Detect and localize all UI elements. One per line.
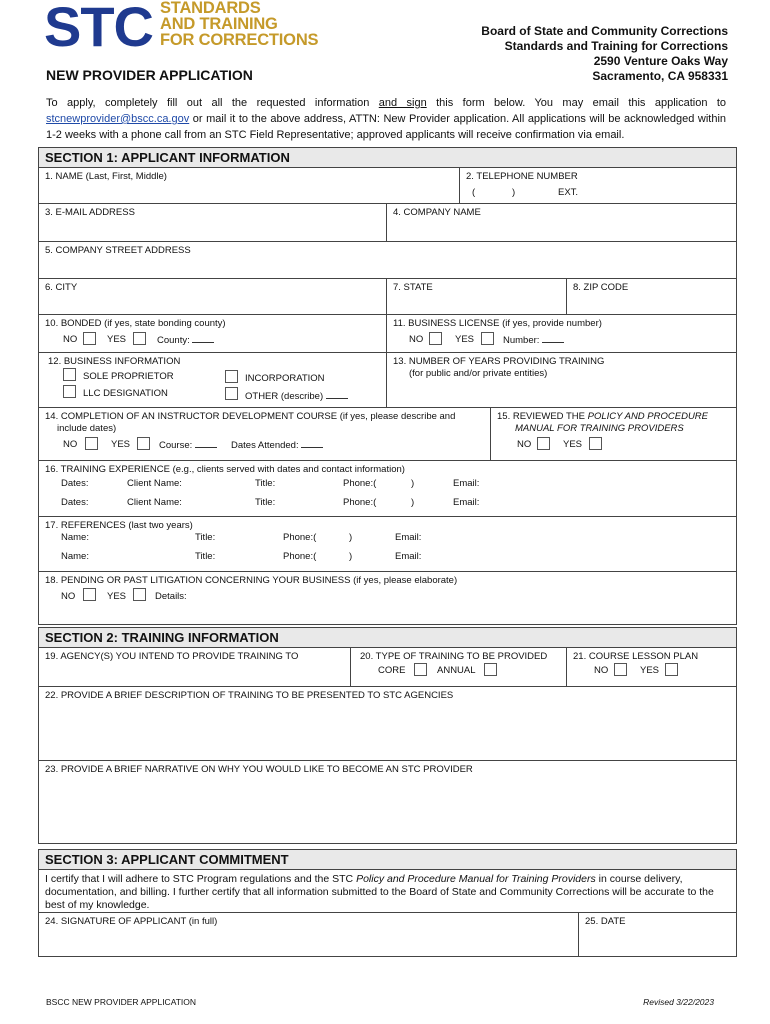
- certification-text: I certify that I will adhere to STC Program regulations and the STC Policy and Procedure Manual for Training Providers in course delivery, documentation, and billing. I further certify that all information submitted to the Board of State and Community Corrections will be accurate to the best of my knowledge.: [45, 873, 714, 911]
- references-field[interactable]: 17. REFERENCES (last two years) Name: Title: Phone:( ) Email: Name: Title: Phone:( ) Email:: [45, 520, 422, 562]
- footer-form-name: BSCC NEW PROVIDER APPLICATION: [46, 997, 197, 1007]
- core-checkbox[interactable]: [414, 663, 427, 676]
- signature-field[interactable]: 24. SIGNATURE OF APPLICANT (in full): [45, 916, 218, 927]
- stc-logo-mark: STC: [44, 0, 153, 58]
- row-city-state-zip: [39, 279, 736, 315]
- row-description: [39, 687, 736, 761]
- course-label[interactable]: Course:: [159, 439, 217, 452]
- section-3: [38, 849, 737, 957]
- row-references: [39, 517, 736, 572]
- license-number-label[interactable]: Number:: [503, 334, 564, 347]
- name-field[interactable]: 1. NAME (Last, First, Middle): [45, 171, 167, 182]
- other-describe-label[interactable]: OTHER (describe): [245, 390, 348, 403]
- row-street: [39, 242, 736, 279]
- litigation-details[interactable]: Details:: [155, 591, 187, 602]
- incorporation-checkbox[interactable]: [225, 370, 238, 383]
- bonded-yes-checkbox[interactable]: [133, 332, 146, 345]
- policy-reviewed-field: 15. REVIEWED THE POLICY AND PROCEDURE MANUAL FOR TRAINING PROVIDERS NO YES: [490, 408, 736, 460]
- county-label[interactable]: County:: [157, 334, 214, 347]
- policy-no-checkbox[interactable]: [537, 437, 550, 450]
- section-3-title: SECTION 3: APPLICANT COMMITMENT: [39, 850, 736, 870]
- training-type-field: 20. TYPE OF TRAINING TO BE PROVIDED CORE ANNUAL: [350, 648, 566, 686]
- bonded-field: 10. BONDED (if yes, state bonding county) NO YES County:: [45, 318, 226, 346]
- litigation-field: 18. PENDING OR PAST LITIGATION CONCERNING YOUR BUSINESS (if yes, please elaborate) NO YES Details:: [45, 575, 458, 602]
- street-address-field[interactable]: 5. COMPANY STREET ADDRESS: [45, 245, 191, 256]
- section-2-title: SECTION 2: TRAINING INFORMATION: [39, 628, 736, 648]
- footer-revision: Revised 3/22/2023: [643, 997, 714, 1007]
- policy-yes-checkbox[interactable]: [589, 437, 602, 450]
- row-bonded-license: [39, 315, 736, 353]
- lesson-plan-no-checkbox[interactable]: [614, 663, 627, 676]
- city-field[interactable]: 6. CITY: [45, 282, 78, 293]
- llc-checkbox[interactable]: [63, 385, 76, 398]
- state-field[interactable]: 7. STATE: [386, 279, 566, 314]
- row-agencies-type-plan: [39, 648, 736, 687]
- section-1: [38, 147, 737, 625]
- litigation-yes-checkbox[interactable]: [133, 588, 146, 601]
- sole-proprietor-checkbox[interactable]: [63, 368, 76, 381]
- mailing-address: Board of State and Community Corrections Standards and Training for Corrections 2590 Venture Oaks Way Sacramento, CA 958331: [481, 24, 728, 83]
- business-info-field: 12. BUSINESS INFORMATION SOLE PROPRIETOR INCORPORATION LLC DESIGNATION OTHER (describe): [39, 353, 386, 407]
- license-no-checkbox[interactable]: [429, 332, 442, 345]
- row-instructor-policy: [39, 408, 736, 461]
- row-email-company: [39, 204, 736, 242]
- telephone-field[interactable]: 2. TELEPHONE NUMBER ( ) EXT.: [459, 168, 736, 203]
- business-license-field: 11. BUSINESS LICENSE (if yes, provide number) NO YES Number:: [386, 315, 736, 352]
- litigation-no-checkbox[interactable]: [83, 588, 96, 601]
- stc-logo-text: STANDARDS AND TRAINING FOR CORRECTIONS: [160, 0, 319, 49]
- instructor-course-field: 14. COMPLETION OF AN INSTRUCTOR DEVELOPMENT COURSE (if yes, please describe and include dates) NO YES Course: Dates Attended:: [45, 411, 456, 451]
- row-training-experience: [39, 461, 736, 517]
- row-narrative: [39, 761, 736, 843]
- bonded-no-checkbox[interactable]: [83, 332, 96, 345]
- provider-narrative-field[interactable]: 23. PROVIDE A BRIEF NARRATIVE ON WHY YOU WOULD LIKE TO BECOME AN STC PROVIDER: [45, 764, 473, 775]
- section-1-title: SECTION 1: APPLICANT INFORMATION: [39, 148, 736, 168]
- zip-field[interactable]: 8. ZIP CODE: [566, 279, 736, 314]
- annual-checkbox[interactable]: [484, 663, 497, 676]
- other-checkbox[interactable]: [225, 387, 238, 400]
- license-yes-checkbox[interactable]: [481, 332, 494, 345]
- instructor-no-checkbox[interactable]: [85, 437, 98, 450]
- row-signature-date: [39, 913, 736, 956]
- row-name-phone: [39, 168, 736, 204]
- row-litigation: [39, 572, 736, 624]
- row-business-years: [39, 353, 736, 408]
- training-experience-field[interactable]: 16. TRAINING EXPERIENCE (e.g., clients served with dates and contact information) Dates: Client Name: Title: Phone:( ) Email: Dates: Client Name: Title: Phone:( ) Email:: [45, 464, 480, 508]
- intro-paragraph: To apply, completely fill out all the requested information and sign this form below. You may email this application to stcnewprovider@bscc.ca.gov or mail it to the above address, ATTN: New Provider application. All applications will be acknowledged within 1-2 weeks with a phone call from an STC Field Representative; approved applicants will receive confirmation via email.: [46, 97, 727, 141]
- email-address-field[interactable]: 3. E-MAIL ADDRESS: [45, 207, 135, 218]
- agencies-field[interactable]: 19. AGENCY(S) YOU INTEND TO PROVIDE TRAINING TO: [45, 651, 299, 662]
- dates-attended-label[interactable]: Dates Attended:: [231, 439, 323, 452]
- years-training-field[interactable]: 13. NUMBER OF YEARS PROVIDING TRAINING (for public and/or private entities): [386, 353, 736, 407]
- row-certification: [39, 870, 736, 913]
- training-description-field[interactable]: 22. PROVIDE A BRIEF DESCRIPTION OF TRAINING TO BE PRESENTED TO STC AGENCIES: [45, 690, 454, 701]
- form-title: NEW PROVIDER APPLICATION: [46, 67, 253, 83]
- instructor-yes-checkbox[interactable]: [137, 437, 150, 450]
- date-field[interactable]: 25. DATE: [578, 913, 736, 956]
- company-name-field[interactable]: 4. COMPANY NAME: [386, 204, 736, 241]
- lesson-plan-yes-checkbox[interactable]: [665, 663, 678, 676]
- lesson-plan-field: 21. COURSE LESSON PLAN NO YES: [566, 648, 736, 686]
- email-link[interactable]: stcnewprovider@bscc.ca.gov: [46, 113, 190, 125]
- section-2: [38, 627, 737, 844]
